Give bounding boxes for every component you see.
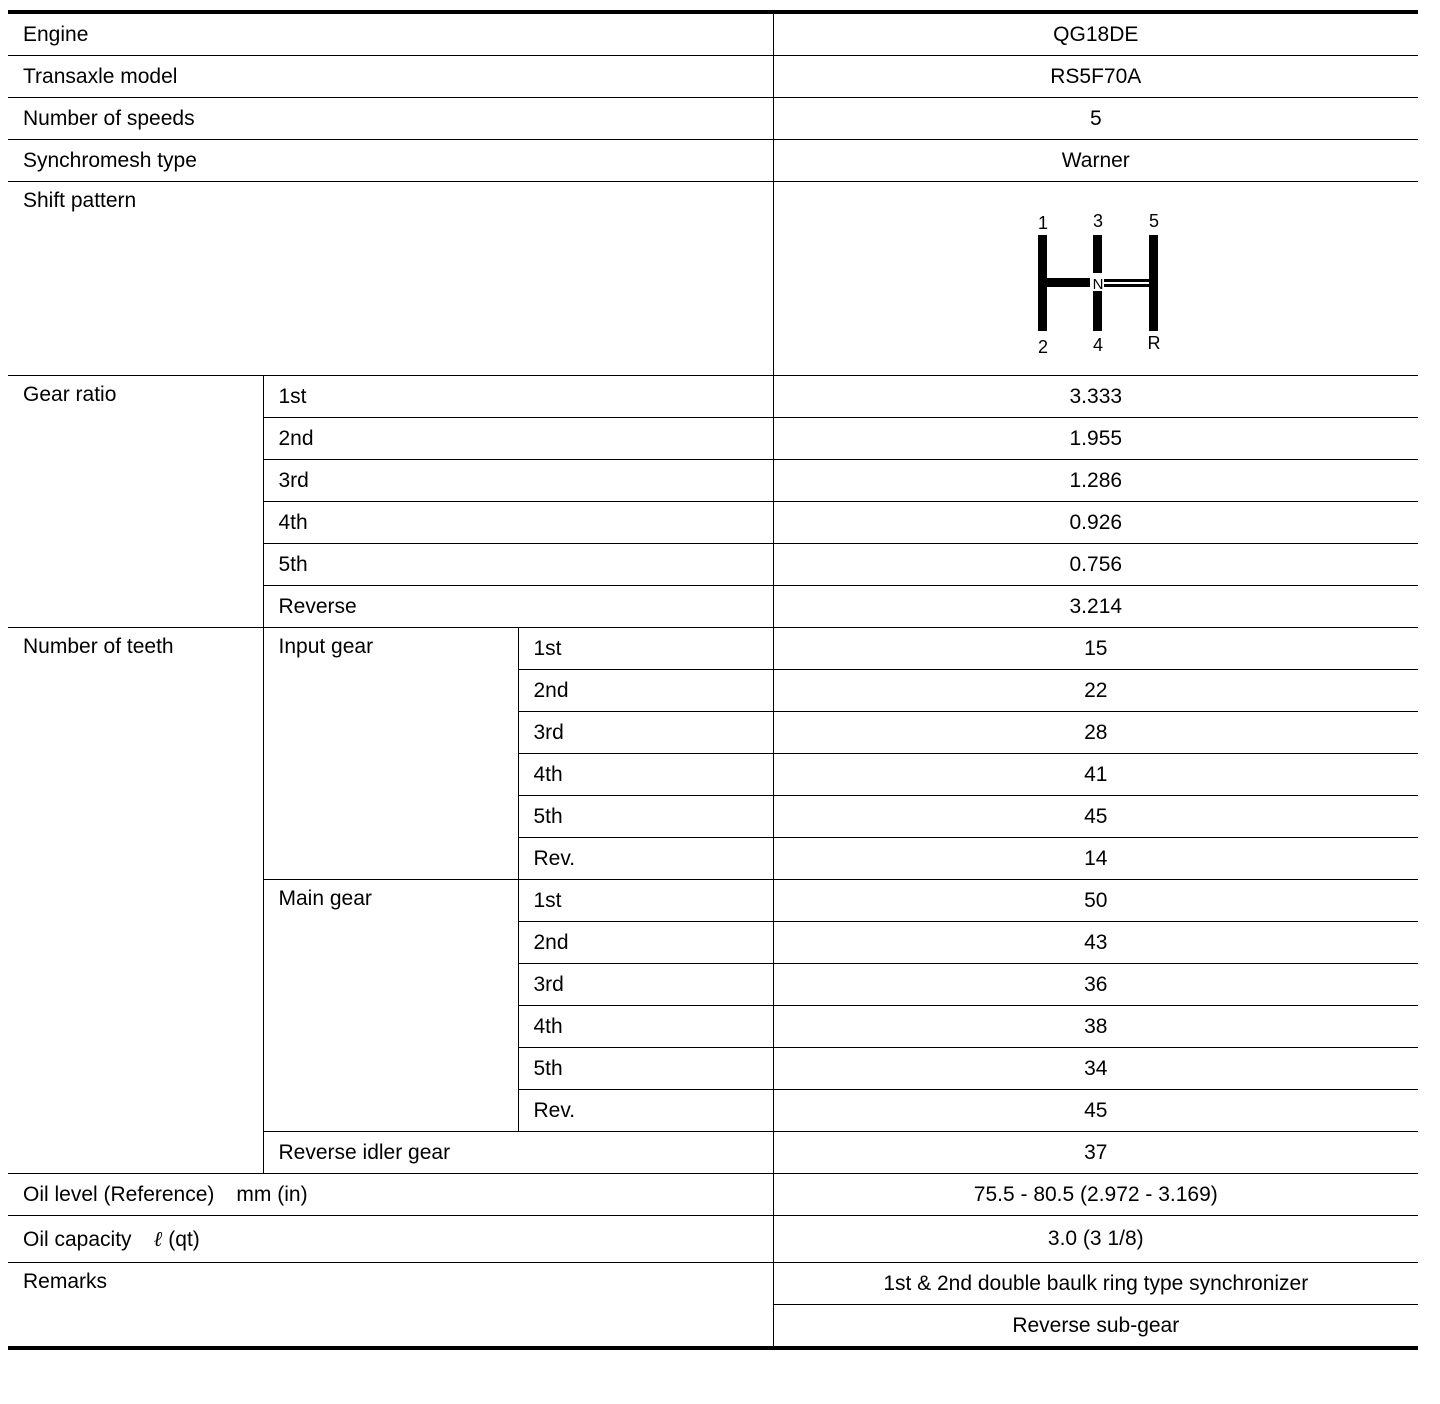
gear-ratio-value: 0.926 — [773, 502, 1418, 544]
row-gear-ratio — [8, 376, 1418, 418]
remarks-item: 1st & 2nd double baulk ring type synchronizer — [773, 1263, 1418, 1305]
remarks-item: Reverse sub-gear — [773, 1305, 1418, 1349]
main-gear-value: 34 — [773, 1048, 1418, 1090]
input-gear-label: Input gear — [263, 628, 518, 880]
reverse-idler-value: 37 — [773, 1132, 1418, 1174]
input-gear-value: 15 — [773, 628, 1418, 670]
row-synchromesh — [8, 140, 1418, 182]
main-gear-gear: 1st — [518, 880, 773, 922]
gear-ratio-value: 3.214 — [773, 586, 1418, 628]
row-transaxle — [8, 56, 1418, 98]
remarks-label: Remarks — [8, 1263, 773, 1349]
engine-value: QG18DE — [773, 12, 1418, 56]
shift-pattern-cell — [773, 182, 1418, 376]
gear-ratio-gear: 5th — [263, 544, 773, 586]
input-gear-value: 14 — [773, 838, 1418, 880]
main-gear-value: 38 — [773, 1006, 1418, 1048]
liter-symbol: ℓ — [153, 1226, 163, 1251]
shift-rail-5-r — [1149, 235, 1158, 331]
row-teeth-input — [8, 628, 1418, 670]
main-gear-value: 36 — [773, 964, 1418, 1006]
input-gear-value: 45 — [773, 796, 1418, 838]
row-speeds — [8, 98, 1418, 140]
synchromesh-label: Synchromesh type — [8, 140, 773, 182]
shift-gate-right-bottom — [1104, 284, 1152, 287]
shift-position-r: R — [1147, 332, 1161, 353]
gear-ratio-value: 1.955 — [773, 418, 1418, 460]
shift-pattern-diagram — [1016, 199, 1176, 359]
input-gear-gear: 3rd — [518, 712, 773, 754]
shift-position-2: 2 — [1037, 336, 1048, 357]
engine-label: Engine — [8, 12, 773, 56]
row-remarks — [8, 1263, 1418, 1305]
oil-level-value: 75.5 - 80.5 (2.972 - 3.169) — [773, 1174, 1418, 1216]
gear-ratio-value: 3.333 — [773, 376, 1418, 418]
input-gear-value: 28 — [773, 712, 1418, 754]
input-gear-gear: 5th — [518, 796, 773, 838]
row-oil-level — [8, 1174, 1418, 1216]
shift-position-n: N — [1092, 275, 1104, 293]
main-gear-gear: 4th — [518, 1006, 773, 1048]
row-engine — [8, 12, 1418, 56]
main-gear-gear: 2nd — [518, 922, 773, 964]
gear-ratio-gear: 2nd — [263, 418, 773, 460]
oil-capacity-unit: (qt) — [168, 1227, 200, 1251]
main-gear-value: 45 — [773, 1090, 1418, 1132]
shift-gate-right-top — [1104, 279, 1152, 282]
synchromesh-value: Warner — [773, 140, 1418, 182]
input-gear-value: 22 — [773, 670, 1418, 712]
reverse-idler-label: Reverse idler gear — [263, 1132, 773, 1174]
main-gear-gear: 3rd — [518, 964, 773, 1006]
gear-ratio-gear: 1st — [263, 376, 773, 418]
shift-position-4: 4 — [1092, 334, 1103, 355]
main-gear-value: 50 — [773, 880, 1418, 922]
input-gear-value: 41 — [773, 754, 1418, 796]
oil-capacity-value: 3.0 (3 1/8) — [773, 1216, 1418, 1263]
gear-ratio-gear: 3rd — [263, 460, 773, 502]
row-shift-pattern — [8, 182, 1418, 376]
input-gear-gear: 4th — [518, 754, 773, 796]
shift-pattern-label: Shift pattern — [8, 182, 773, 376]
main-gear-value: 43 — [773, 922, 1418, 964]
transaxle-value: RS5F70A — [773, 56, 1418, 98]
shift-gate-left — [1042, 278, 1090, 287]
speeds-value: 5 — [773, 98, 1418, 140]
oil-level-label: Oil level (Reference) — [23, 1182, 215, 1206]
gear-ratio-gear: Reverse — [263, 586, 773, 628]
oil-level-label-cell — [8, 1174, 773, 1216]
gear-ratio-gear: 4th — [263, 502, 773, 544]
oil-capacity-label: Oil capacity — [23, 1227, 132, 1251]
input-gear-gear: 2nd — [518, 670, 773, 712]
oil-level-unit: mm (in) — [236, 1182, 308, 1206]
speeds-label: Number of speeds — [8, 98, 773, 140]
oil-capacity-label-cell — [8, 1216, 773, 1263]
input-gear-gear: 1st — [518, 628, 773, 670]
main-gear-gear: Rev. — [518, 1090, 773, 1132]
main-gear-label: Main gear — [263, 880, 518, 1132]
input-gear-gear: Rev. — [518, 838, 773, 880]
transaxle-label: Transaxle model — [8, 56, 773, 98]
specifications-table — [8, 10, 1418, 1350]
gear-ratio-value: 0.756 — [773, 544, 1418, 586]
shift-position-3: 3 — [1092, 210, 1103, 231]
teeth-label: Number of teeth — [8, 628, 263, 1174]
gear-ratio-value: 1.286 — [773, 460, 1418, 502]
shift-position-5: 5 — [1148, 210, 1159, 231]
shift-position-1: 1 — [1037, 212, 1048, 233]
gear-ratio-label: Gear ratio — [8, 376, 263, 628]
row-oil-capacity — [8, 1216, 1418, 1263]
main-gear-gear: 5th — [518, 1048, 773, 1090]
